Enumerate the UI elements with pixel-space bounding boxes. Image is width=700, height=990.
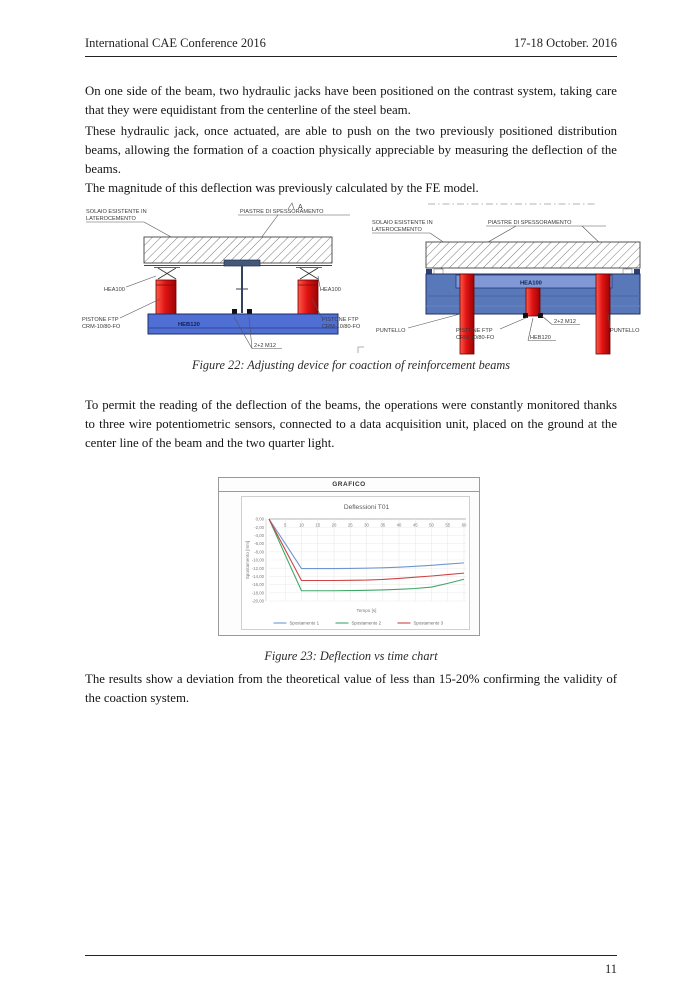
corner-mark <box>358 347 364 353</box>
paragraph-1: On one side of the beam, two hydraulic jacks have been positioned on the contrast system, taking care that they were equidistant from the centerline of the steel beam. <box>85 84 617 117</box>
paragraph-2: These hydraulic jack, once actuated, are able to push on the two previously positioned distribution beams, allowing the formation of a coaction physically appreciable by measuring the deflection of the beams. <box>85 124 617 176</box>
figure23-caption: Figure 23: Deflection vs time chart <box>264 649 438 663</box>
shim-gap-right <box>623 269 632 274</box>
label-hea100-left: HEA100 <box>104 287 125 293</box>
label-pistone-right-2: CRM-10/80-FO <box>322 324 361 330</box>
legend-label: Spostamento 2 <box>351 620 382 626</box>
deflection-chart <box>242 497 469 629</box>
figure23-chart-panel <box>218 477 480 636</box>
x-tick-label: 20 <box>331 522 337 528</box>
label-pistone-left-1: PISTONE FTP <box>82 317 119 323</box>
chart-panel-title: GRAFICO <box>219 478 479 492</box>
figure22-left-diagram <box>82 197 367 357</box>
shim-plate <box>224 260 260 266</box>
leader-line <box>126 276 156 287</box>
label-pistone-1: PISTONE FTP <box>456 328 493 334</box>
label-solaio-left-1: SOLAIO ESISTENTE IN <box>86 209 147 215</box>
paragraph-4: To permit the reading of the deflection of the beams, the operations were constantly monitored thanks to three wire potentiometric sensors, connected to a data acquisition unit, placed on the ground at the center line of the beam and the two quarter light. <box>85 398 617 450</box>
edge-plate-right <box>634 269 640 274</box>
y-tick-label: -14,00 <box>251 574 264 579</box>
paragraph-3: The magnitude of this deflection was previously calculated by the FE model. <box>85 181 479 195</box>
label-bolts-right: 2+2 M12 <box>554 319 576 325</box>
edge-plate-left <box>426 269 432 274</box>
x-tick-label: 5 <box>284 522 287 528</box>
page-number: 11 <box>604 962 617 976</box>
label-pistone-2: CRM-10/80-FO <box>456 335 495 341</box>
heb120-beam <box>148 314 338 334</box>
y-axis-label: Spostamento [mm] <box>245 540 250 580</box>
label-heb120: HEB120 <box>178 322 200 328</box>
section-marker-label: A <box>298 204 303 211</box>
label-bolts: 2+2 M12 <box>254 343 276 349</box>
page-header <box>85 36 617 57</box>
label-piastre-right: PIASTRE DI SPESSORAMENTO <box>488 220 572 226</box>
header-conference-title: International CAE Conference 2016 <box>85 36 266 50</box>
label-pistone-left-2: CRM-10/80-FO <box>82 324 121 330</box>
label-pistone-right-1: PISTONE FTP <box>322 317 359 323</box>
y-tick-label: -18,00 <box>251 590 264 596</box>
header-date: 17-18 October. 2016 <box>513 36 617 50</box>
existing-slab <box>144 237 332 263</box>
y-tick-label: -12,00 <box>251 565 264 571</box>
y-tick-label: -10,00 <box>251 557 264 563</box>
leader-line <box>500 317 528 329</box>
label-hea100-right: HEA100 <box>320 287 341 293</box>
footer-rule <box>85 955 617 956</box>
leader-line <box>408 314 460 328</box>
label-puntello-left: PUNTELLO <box>376 328 406 334</box>
x-tick-label: 30 <box>364 522 369 528</box>
y-tick-label: -6,00 <box>254 541 264 547</box>
x-tick-label: 35 <box>380 522 386 528</box>
x-tick-label: 40 <box>396 522 402 528</box>
existing-slab <box>426 242 640 268</box>
x-tick-label: 50 <box>429 522 434 528</box>
legend-label: Spostamento 3 <box>413 620 444 626</box>
y-tick-label: -4,00 <box>254 533 264 538</box>
y-tick-label: -8,00 <box>254 549 264 555</box>
label-solaio-right-2: LATEROCEMENTO <box>372 227 422 233</box>
label-puntello-right: PUNTELLO <box>610 328 640 334</box>
x-tick-label: 55 <box>445 522 451 528</box>
label-solaio-left-2: LATEROCEMENTO <box>86 216 136 222</box>
hea100-profile-left <box>154 268 180 280</box>
label-solaio-right-1: SOLAIO ESISTENTE IN <box>372 220 433 226</box>
x-tick-label: 45 <box>412 522 418 528</box>
prop-right <box>596 274 610 354</box>
leader-line <box>542 316 552 325</box>
x-tick-label: 10 <box>299 522 304 528</box>
y-tick-label: -2,00 <box>254 524 264 530</box>
label-heb120-right: HEB120 <box>530 335 551 341</box>
y-tick-label: 0,00 <box>255 516 264 522</box>
shim-gap-left <box>434 269 443 274</box>
label-piastre-left: PIASTRE DI SPESSORAMENTO <box>240 209 324 215</box>
x-axis-label: Tempo [s] <box>356 608 377 613</box>
y-tick-label: -16,00 <box>251 582 264 588</box>
figure22-right-diagram <box>368 196 653 364</box>
x-tick-label: 60 <box>461 522 467 528</box>
chart-title: Deflessioni T01 <box>343 504 390 511</box>
chart-area <box>241 496 470 630</box>
figure22-caption: Figure 22: Adjusting device for coaction of reinforcement beams <box>191 358 511 372</box>
y-tick-label: -20,00 <box>251 598 264 604</box>
legend-label: Spostamento 1 <box>289 620 320 626</box>
prop-left <box>460 274 474 354</box>
x-tick-label: 15 <box>315 522 321 528</box>
label-hea100: HEA100 <box>520 280 542 287</box>
paragraph-5: The results show a deviation from the theoretical value of less than 15-20% confirming the validity of the coaction system. <box>85 672 617 705</box>
x-tick-label: 25 <box>347 522 353 528</box>
center-piston <box>526 288 540 316</box>
